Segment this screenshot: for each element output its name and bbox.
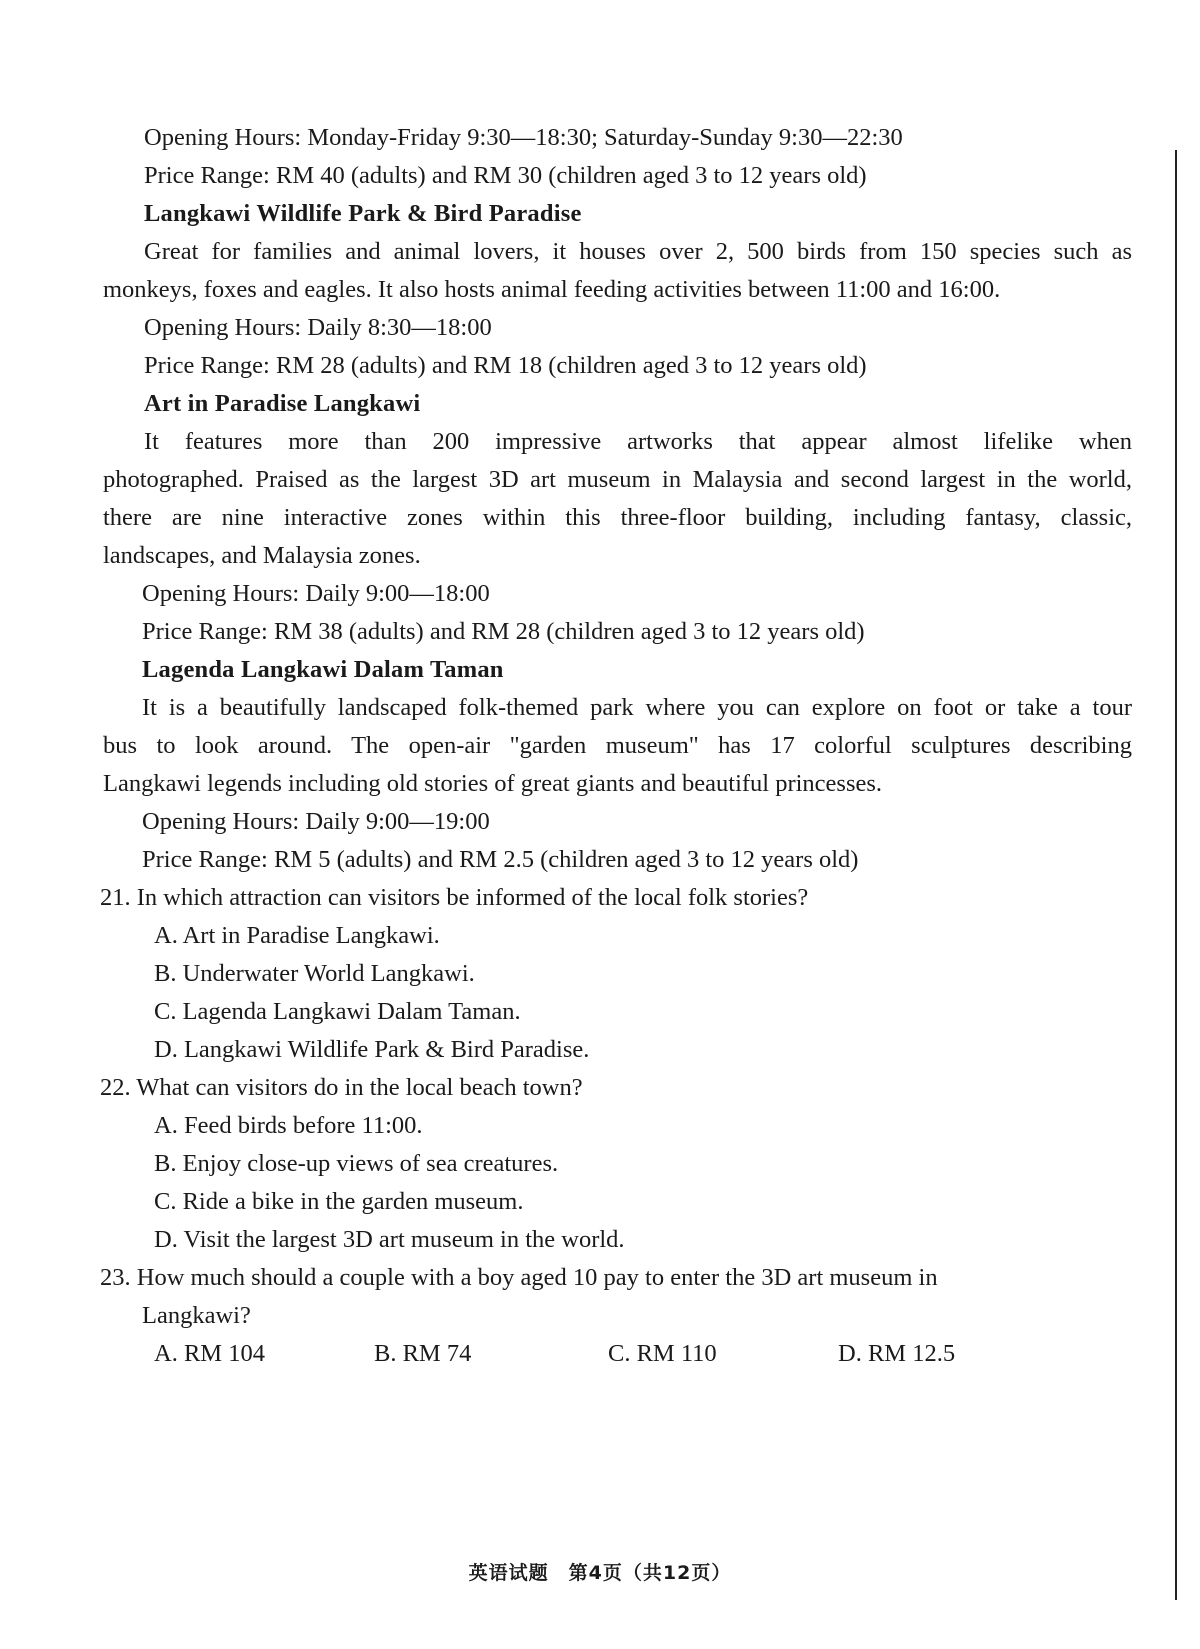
answer-option[interactable]: C. Lagenda Langkawi Dalam Taman. — [154, 998, 521, 1025]
art-desc-line: photographed. Praised as the largest 3D art museum in Malaysia and second largest in the world, — [103, 466, 1132, 493]
question-stem-cont: Langkawi? — [142, 1302, 251, 1329]
answer-option[interactable]: B. RM 74 — [374, 1340, 472, 1367]
answer-option[interactable]: D. RM 12.5 — [838, 1340, 956, 1367]
answer-option[interactable]: A. Feed birds before 11:00. — [154, 1112, 423, 1139]
question-stem: 23. How much should a couple with a boy aged 10 pay to enter the 3D art museum in — [100, 1264, 938, 1291]
lagenda-hours: Opening Hours: Daily 9:00—19:00 — [142, 808, 490, 835]
question-stem: 21. In which attraction can visitors be informed of the local folk stories? — [100, 884, 809, 911]
art-hours: Opening Hours: Daily 9:00—18:00 — [142, 580, 490, 607]
answer-option[interactable]: A. Art in Paradise Langkawi. — [154, 922, 440, 949]
page-footer: 英语试题 第4页（共12页） — [468, 1562, 732, 1584]
lagenda-desc-line: It is a beautifully landscaped folk-themed park where you can explore on foot or take a tour — [142, 694, 1132, 721]
wildlife-title: Langkawi Wildlife Park & Bird Paradise — [144, 200, 582, 227]
art-title: Art in Paradise Langkawi — [144, 390, 421, 417]
answer-option[interactable]: B. Underwater World Langkawi. — [154, 960, 475, 987]
answer-option[interactable]: B. Enjoy close-up views of sea creatures. — [154, 1150, 559, 1177]
art-desc-line: It features more than 200 impressive artworks that appear almost lifelike when — [144, 428, 1132, 455]
answer-option[interactable]: C. Ride a bike in the garden museum. — [154, 1188, 524, 1215]
lagenda-desc-line: bus to look around. The open-air "garden museum" has 17 colorful sculptures describing — [103, 732, 1132, 759]
art-desc-line: there are nine interactive zones within this three-floor building, including fantasy, classic, — [103, 504, 1132, 531]
question-stem: 22. What can visitors do in the local beach town? — [100, 1074, 583, 1101]
lagenda-desc-line: Langkawi legends including old stories of great giants and beautiful princesses. — [103, 770, 883, 797]
underwater-hours: Opening Hours: Monday-Friday 9:30—18:30; Saturday-Sunday 9:30—22:30 — [144, 124, 903, 151]
answer-option[interactable]: D. Langkawi Wildlife Park & Bird Paradise. — [154, 1036, 590, 1063]
wildlife-desc-line: monkeys, foxes and eagles. It also hosts animal feeding activities between 11:00 and 16:00. — [103, 276, 1001, 303]
answer-option[interactable]: D. Visit the largest 3D art museum in the world. — [154, 1226, 625, 1253]
lagenda-price: Price Range: RM 5 (adults) and RM 2.5 (children aged 3 to 12 years old) — [142, 846, 859, 873]
answer-option[interactable]: A. RM 104 — [154, 1340, 265, 1367]
wildlife-hours: Opening Hours: Daily 8:30—18:00 — [144, 314, 492, 341]
wildlife-desc-line: Great for families and animal lovers, it houses over 2, 500 birds from 150 species such as — [144, 238, 1132, 265]
answer-option[interactable]: C. RM 110 — [608, 1340, 717, 1367]
lagenda-title: Lagenda Langkawi Dalam Taman — [142, 656, 504, 683]
margin-rule — [1175, 150, 1177, 1600]
art-price: Price Range: RM 38 (adults) and RM 28 (children aged 3 to 12 years old) — [142, 618, 865, 645]
wildlife-price: Price Range: RM 28 (adults) and RM 18 (children aged 3 to 12 years old) — [144, 352, 867, 379]
art-desc-line: landscapes, and Malaysia zones. — [103, 542, 421, 569]
underwater-price: Price Range: RM 40 (adults) and RM 30 (children aged 3 to 12 years old) — [144, 162, 867, 189]
